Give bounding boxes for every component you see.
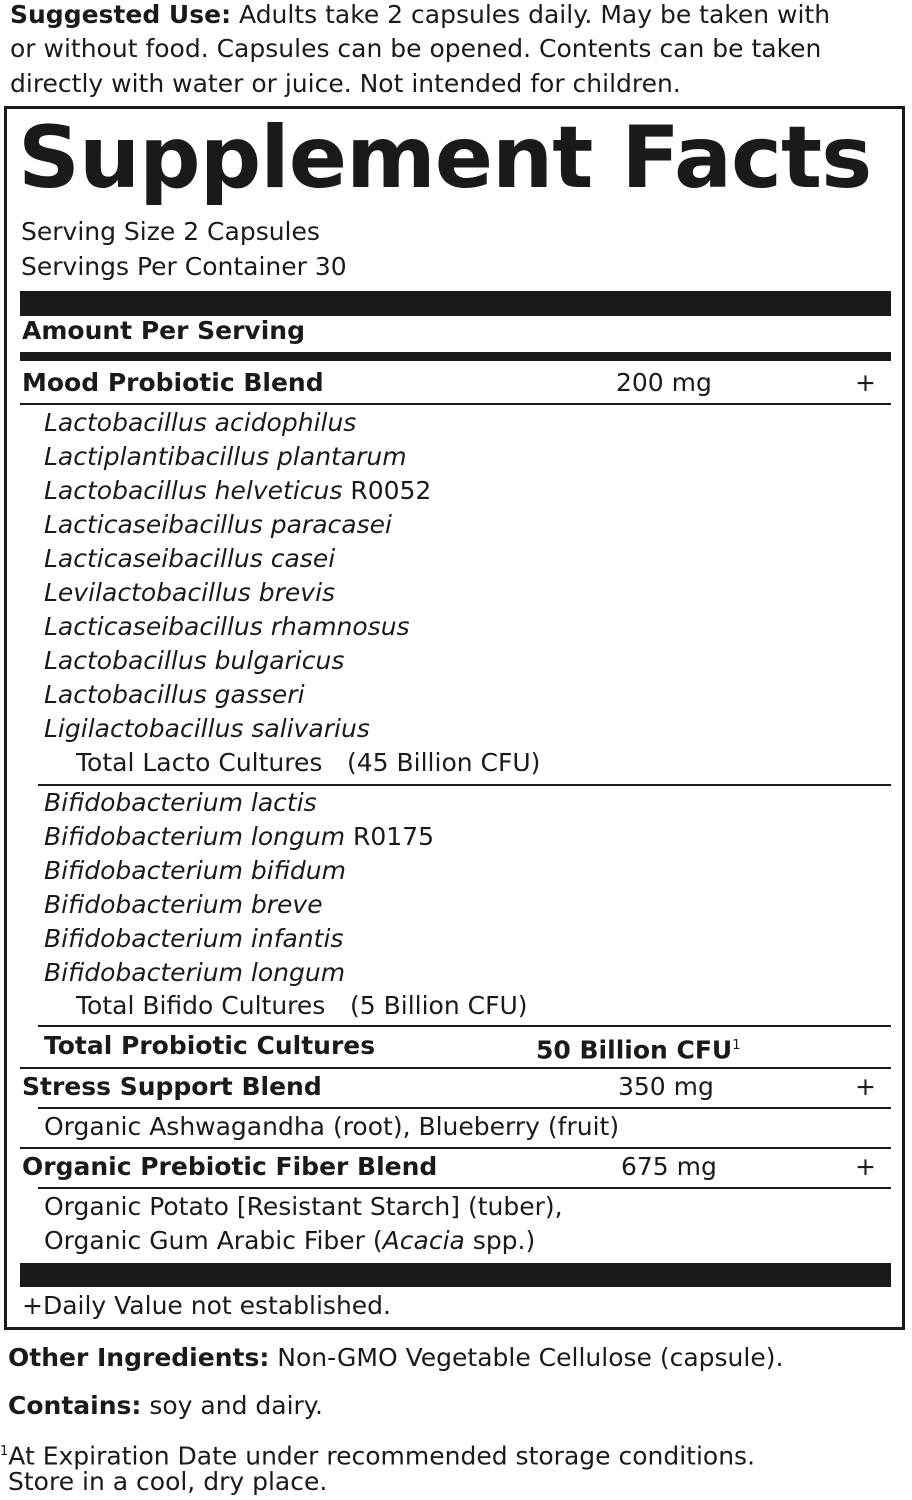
serving-size: Serving Size 2 Capsules [21, 217, 320, 246]
total-bifido-label: Total Bifido Cultures [76, 991, 326, 1020]
strain-name: Ligilactobacillus salivarius [44, 714, 370, 743]
mood-blend-name: Mood Probiotic Blend [22, 368, 324, 397]
strain-name: Lactobacillus helveticus [44, 476, 343, 505]
strain-name: Bifidobacterium infantis [44, 924, 344, 953]
strain-name: Bifidobacterium lactis [44, 788, 317, 817]
stress-blend-amount: 350 mg [618, 1072, 714, 1101]
strain-row [44, 542, 335, 576]
strain-name: Bifidobacterium breve [44, 890, 323, 919]
strain-row [44, 712, 370, 746]
stress-blend-name: Stress Support Blend [22, 1072, 322, 1101]
strain-row [44, 508, 392, 542]
divider [20, 1067, 891, 1069]
strain-name: Lactiplantibacillus plantarum [44, 442, 407, 471]
contains: Contains: soy and dairy. [8, 1391, 323, 1420]
other-ingredients: Other Ingredients: Non-GMO Vegetable Cellulose (capsule). [8, 1343, 784, 1372]
panel-title: Supplement Facts [18, 108, 872, 208]
strain-name: Lacticaseibacillus paracasei [44, 510, 392, 539]
thick-divider-top [20, 291, 891, 316]
total-bifido-value: (5 Billion CFU) [350, 991, 528, 1020]
medium-divider [20, 352, 891, 361]
strain-row [44, 474, 431, 508]
strain-row [44, 854, 346, 888]
total-probiotic-value: 50 Billion CFU$^1$ [536, 1035, 741, 1065]
suggested-use-line3: directly with water or juice. Not intended for children. [10, 69, 681, 98]
amount-per-serving: Amount Per Serving [22, 316, 305, 345]
strain-row [44, 440, 407, 474]
divider [20, 1147, 891, 1149]
daily-value-note: +Daily Value not established. [22, 1291, 391, 1320]
strain-row [44, 576, 335, 610]
prebiotic-blend-amount: 675 mg [621, 1152, 717, 1181]
strain-name: Lactobacillus acidophilus [44, 408, 357, 437]
prebiotic-ingredients-line2: Organic Gum Arabic Fiber (Acacia spp.) [44, 1226, 536, 1255]
strain-row [44, 786, 317, 820]
strain-row [44, 922, 343, 956]
strain-name: Lactobacillus gasseri [44, 680, 305, 709]
divider [20, 403, 891, 405]
prebiotic-blend-name: Organic Prebiotic Fiber Blend [22, 1152, 438, 1181]
divider [38, 1107, 891, 1109]
servings-per-container: Servings Per Container 30 [21, 252, 347, 281]
suggested-use-label: Suggested Use: [10, 0, 232, 29]
strain-name: Lactobacillus bulgaricus [44, 646, 345, 675]
strain-row [44, 888, 323, 922]
footnote-line1: $^1$At Expiration Date under recommended storage conditions. [0, 1441, 756, 1471]
strain-name: Bifidobacterium longum [44, 822, 346, 851]
strain-name: Bifidobacterium bifidum [44, 856, 346, 885]
prebiotic-ingredients-line1: Organic Potato [Resistant Starch] (tuber), [44, 1192, 563, 1221]
strain-row [44, 678, 305, 712]
footnote-marker: 1 [732, 1038, 741, 1053]
mood-blend-amount: 200 mg [616, 368, 712, 397]
strain-row [44, 820, 434, 854]
total-lacto-value: (45 Billion CFU) [347, 748, 541, 777]
divider [38, 1187, 891, 1189]
suggested-use-line1: Suggested Use: Adults take 2 capsules daily. May be taken with [10, 0, 831, 29]
total-probiotic-label: Total Probiotic Cultures [44, 1031, 376, 1060]
footnote-line2: Store in a cool, dry place. [8, 1467, 328, 1496]
strain-name: Lacticaseibacillus casei [44, 544, 336, 573]
strain-row [44, 406, 356, 440]
strain-row [44, 610, 410, 644]
strain-row [44, 644, 344, 678]
strain-code: R0175 [345, 822, 435, 851]
stress-ingredients: Organic Ashwagandha (root), Blueberry (fruit) [44, 1112, 620, 1141]
mood-blend-dv: + [855, 368, 876, 397]
stress-blend-dv: + [855, 1072, 876, 1101]
prebiotic-blend-dv: + [855, 1152, 876, 1181]
suggested-use-line2: or without food. Capsules can be opened. Contents can be taken [10, 34, 822, 63]
strain-name: Levilactobacillus brevis [44, 578, 336, 607]
strain-name: Lacticaseibacillus rhamnosus [44, 612, 410, 641]
divider [38, 1025, 891, 1027]
strain-code: R0052 [342, 476, 432, 505]
strain-row [44, 956, 345, 990]
strain-name: Bifidobacterium longum [44, 958, 346, 987]
thick-divider-bottom [20, 1263, 891, 1287]
total-lacto-label: Total Lacto Cultures [76, 748, 323, 777]
